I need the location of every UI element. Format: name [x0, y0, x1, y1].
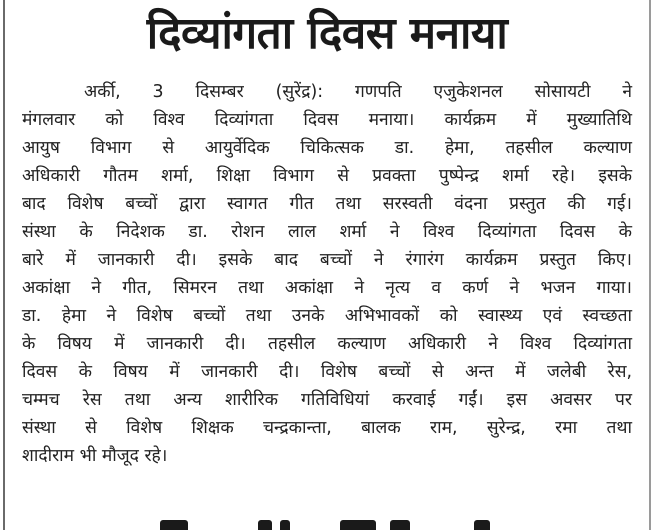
article-line: दिवस के विषय में जानकारी दी। विशेष बच्चों से अन्त में जलेबी रेस,	[22, 362, 632, 382]
article-line: अधिकारी गौतम शर्मा, शिक्षा विभाग से प्रवक्ता पुष्पेन्द्र शर्मा रहे। इसके	[22, 166, 632, 186]
article-line: संस्था से विशेष शिक्षक चन्द्रकान्ता, बालक राम, सुरेन्द्र, रमा तथा	[22, 418, 632, 438]
article-line: के विषय में जानकारी दी। तहसील कल्याण अधिकारी ने विश्व दिव्यांगता	[22, 334, 632, 354]
article-line: अर्की, 3 दिसम्बर (सुरेंद्र): गणपति एजुकेशनल सोसायटी ने	[84, 82, 632, 102]
article-line: बाद विशेष बच्चों द्वारा स्वागत गीत तथा सरस्वती वंदना प्रस्तुत की गई।	[22, 194, 632, 214]
article-line: शादीराम भी मौजूद रहे।	[22, 446, 168, 466]
article-headline: दिव्यांगता दिवस मनाया	[146, 8, 508, 59]
article-line: बारे में जानकारी दी। इसके बाद बच्चों ने रंगारंग कार्यक्रम प्रस्तुत किए।	[22, 250, 632, 270]
column-rule-right	[649, 0, 651, 530]
article-line: अकांक्षा ने गीत, सिमरन तथा अकांक्षा ने नृत्य व कर्ण ने भजन गाया।	[22, 278, 632, 298]
article-body	[22, 78, 632, 470]
next-article-headline-fragment	[140, 516, 520, 530]
article-line: मंगलवार को विश्व दिव्यांगता दिवस मनाया। कार्यक्रम में मुख्यातिथि	[22, 110, 632, 130]
article-line: चम्मच रेस तथा अन्य शारीरिक गतिविधियां करवाई गईं। इस अवसर पर	[22, 390, 632, 410]
article-line: संस्था के निदेशक डा. रोशन लाल शर्मा ने विश्व दिव्यांगता दिवस के	[22, 222, 632, 242]
article-line: डा. हेमा ने विशेष बच्चों तथा उनके अभिभावकों को स्वास्थ्य एवं स्वच्छता	[22, 306, 632, 326]
column-rule-left	[3, 0, 5, 530]
article-line: आयुष विभाग से आयुर्वेदिक चिकित्सक डा. हेमा, तहसील कल्याण	[22, 138, 632, 158]
